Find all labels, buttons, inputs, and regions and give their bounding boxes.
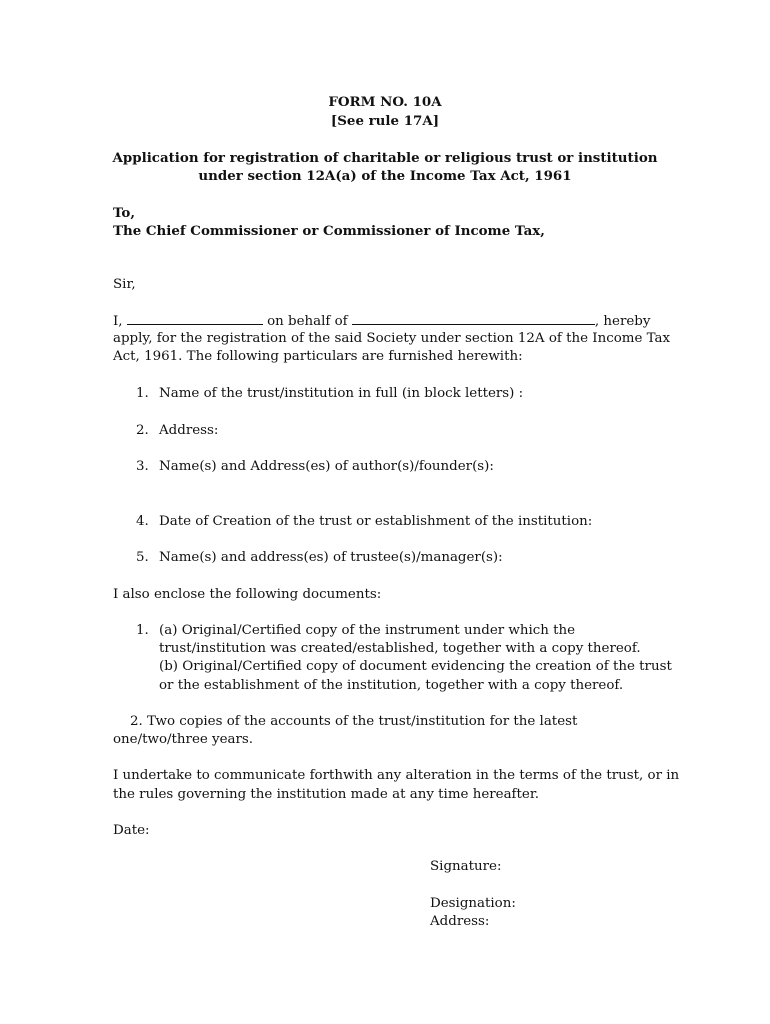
document-2-line-1: 2. Two copies of the accounts of the trust/institution for the latest bbox=[130, 714, 578, 729]
particular-3-text: Name(s) and Address(es) of author(s)/founder(s): bbox=[159, 459, 494, 474]
addressee-to: To, bbox=[113, 205, 136, 221]
form-title-line-2: under section 12A(a) of the Income Tax Act, 1961 bbox=[198, 168, 572, 184]
particular-2-number: 2. bbox=[136, 423, 149, 438]
address-label: Address: bbox=[430, 914, 490, 929]
date-label: Date: bbox=[113, 823, 150, 838]
intro-i: I, bbox=[113, 314, 123, 329]
intro-on-behalf-of: on behalf of bbox=[267, 314, 348, 329]
form-title-line-1: Application for registration of charitable or religious trust or institution bbox=[112, 150, 658, 166]
particular-4-number: 4. bbox=[136, 514, 149, 529]
signature-label: Signature: bbox=[430, 859, 502, 874]
enclose-heading: I also enclose the following documents: bbox=[113, 587, 382, 602]
particular-5-number: 5. bbox=[136, 550, 149, 565]
undertaking-line-1: I undertake to communicate forthwith any alteration in the terms of the trust, or in bbox=[113, 768, 680, 783]
form-number: FORM NO. 10A bbox=[328, 94, 442, 110]
intro-line-1 bbox=[113, 312, 650, 331]
rule-reference: [See rule 17A] bbox=[330, 113, 440, 129]
particular-2-text: Address: bbox=[159, 423, 219, 438]
applicant-name-blank[interactable] bbox=[127, 312, 263, 325]
undertaking-line-2: the rules governing the institution made at any time hereafter. bbox=[113, 787, 540, 802]
particular-4-text: Date of Creation of the trust or establishment of the institution: bbox=[159, 514, 593, 529]
organisation-name-blank[interactable] bbox=[352, 312, 595, 325]
document-1-line-2: trust/institution was created/established, together with a copy thereof. bbox=[159, 641, 641, 656]
intro-hereby: , hereby bbox=[594, 314, 651, 329]
addressee-recipient: The Chief Commissioner or Commissioner of Income Tax, bbox=[113, 223, 545, 239]
particular-3-number: 3. bbox=[136, 459, 149, 474]
particular-1-text: Name of the trust/institution in full (in block letters) : bbox=[159, 386, 524, 401]
designation-label: Designation: bbox=[430, 896, 516, 911]
intro-line-2: apply, for the registration of the said Society under section 12A of the Income Tax bbox=[113, 331, 671, 346]
document-1-line-3: (b) Original/Certified copy of document evidencing the creation of the trust bbox=[159, 659, 672, 674]
particular-5-text: Name(s) and address(es) of trustee(s)/manager(s): bbox=[159, 550, 503, 565]
document-1-line-1: (a) Original/Certified copy of the instrument under which the bbox=[159, 623, 576, 638]
salutation: Sir, bbox=[113, 277, 136, 292]
document-1-line-4: or the establishment of the institution, together with a copy thereof. bbox=[159, 678, 624, 693]
document-2-line-2: one/two/three years. bbox=[113, 732, 254, 747]
document-1-number: 1. bbox=[136, 623, 149, 638]
intro-line-3: Act, 1961. The following particulars are furnished herewith: bbox=[113, 349, 523, 364]
particular-1-number: 1. bbox=[136, 386, 149, 401]
